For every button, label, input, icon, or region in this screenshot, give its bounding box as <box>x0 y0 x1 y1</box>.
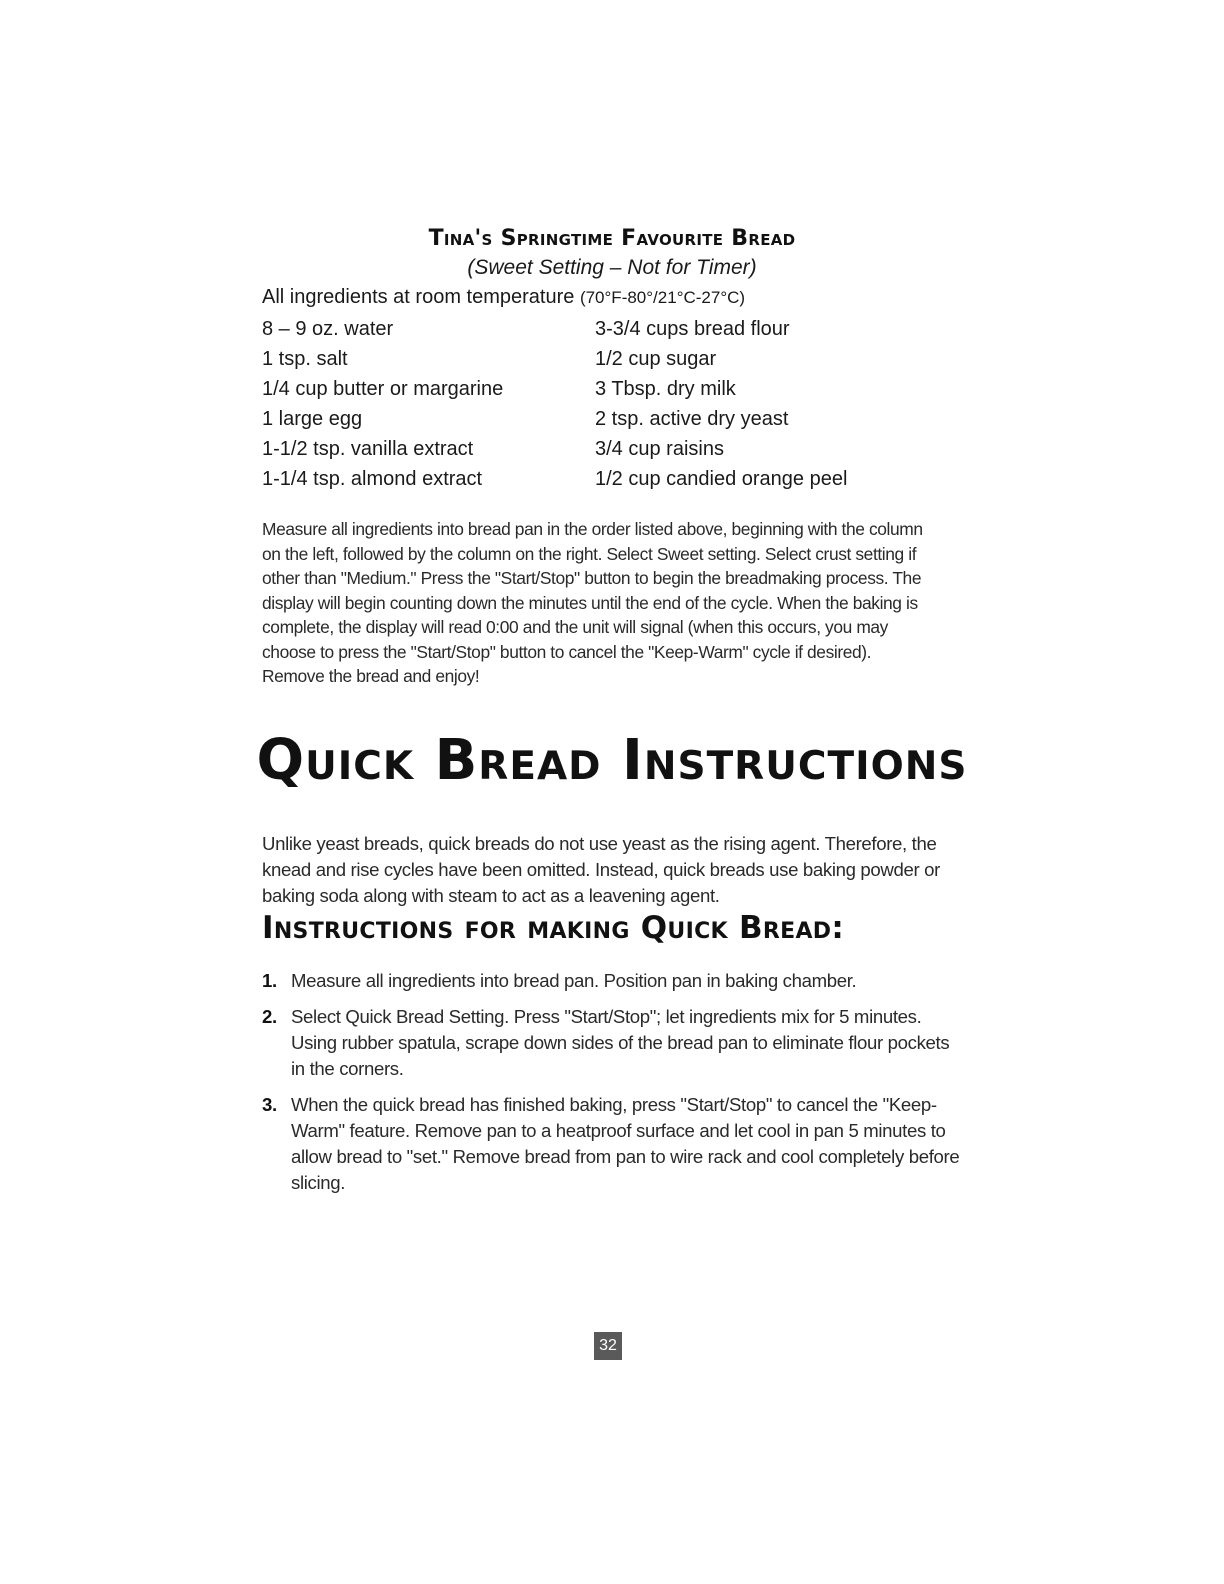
section-intro: Unlike yeast breads, quick breads do not use yeast as the rising agent. Therefore, the knead and rise cycles have been omitted. Instead, quick breads use baking powder or baking soda along with steam to act as a leavening agent. <box>262 832 940 906</box>
ingredient-row <box>262 404 962 434</box>
instruction-step <box>262 1092 962 1196</box>
ingredient-list <box>262 314 962 494</box>
instruction-step <box>262 968 962 994</box>
step-number: 3. <box>262 1094 277 1115</box>
ingredient-left: 1-1/2 tsp. vanilla extract <box>262 438 474 460</box>
recipe-method: Measure all ingredients into bread pan in the order listed above, beginning with the column on the left, followed by the column on the right. Select Sweet setting. Select crust setting if other than "Medium." Press the "Start/Stop" button to begin the breadmaking process. The display will begin counting down the minutes until the end of the cycle. When the baking is complete, the display will read 0:00 and the unit will signal (when this occurs, you may choose to press the "Start/Stop" button to cancel the "Keep-Warm" cycle if desired). Remove the bread and enjoy! <box>262 519 923 687</box>
temperature-note <box>262 286 745 309</box>
ingredient-row <box>262 434 962 464</box>
recipe-subtitle: (Sweet Setting – Not for Timer) <box>467 256 757 279</box>
recipe-title: Tina's Springtime Favourite Bread <box>428 226 796 251</box>
ingredient-left: 1/4 cup butter or margarine <box>262 378 504 400</box>
ingredient-right: 3 Tbsp. dry milk <box>595 378 736 400</box>
instruction-step <box>262 1004 962 1082</box>
step-number: 2. <box>262 1006 277 1027</box>
ingredient-left: 1 large egg <box>262 408 363 430</box>
ingredient-left: 1-1/4 tsp. almond extract <box>262 468 483 490</box>
ingredient-row <box>262 344 962 374</box>
section-subheading: Instructions for making Quick Bread: <box>262 910 845 946</box>
ingredient-right: 2 tsp. active dry yeast <box>595 408 789 430</box>
ingredient-left: 1 tsp. salt <box>262 348 348 370</box>
step-number: 1. <box>262 970 277 991</box>
ingredient-right: 3/4 cup raisins <box>595 438 724 460</box>
ingredient-left: 8 – 9 oz. water <box>262 318 394 340</box>
section-title: Quick Bread Instructions <box>256 728 968 793</box>
step-text: Measure all ingredients into bread pan. Position pan in baking chamber. <box>291 970 857 991</box>
temperature-range: (70°F-80°/21°C-27°C) <box>579 288 746 307</box>
ingredient-row <box>262 314 962 344</box>
step-text: When the quick bread has finished baking, press "Start/Stop" to cancel the "Keep-Warm" feature. Remove pan to a heatproof surface and let cool in pan 5 minutes to allow bread to "set." Remove bread from pan to wire rack and cool completely before slicing. <box>291 1094 960 1193</box>
instruction-steps <box>262 968 962 1206</box>
ingredient-row <box>262 374 962 404</box>
ingredient-right: 1/2 cup sugar <box>595 348 717 370</box>
ingredient-right: 1/2 cup candied orange peel <box>595 468 848 490</box>
page-number-badge: 32 <box>594 1332 622 1360</box>
temperature-note-text: All ingredients at room temperature <box>262 286 575 308</box>
ingredient-row <box>262 464 962 494</box>
ingredient-right: 3-3/4 cups bread flour <box>595 318 790 340</box>
step-text: Select Quick Bread Setting. Press "Start/Stop"; let ingredients mix for 5 minutes. Using rubber spatula, scrape down sides of the bread pan to eliminate flour pockets in the corners. <box>291 1006 950 1079</box>
